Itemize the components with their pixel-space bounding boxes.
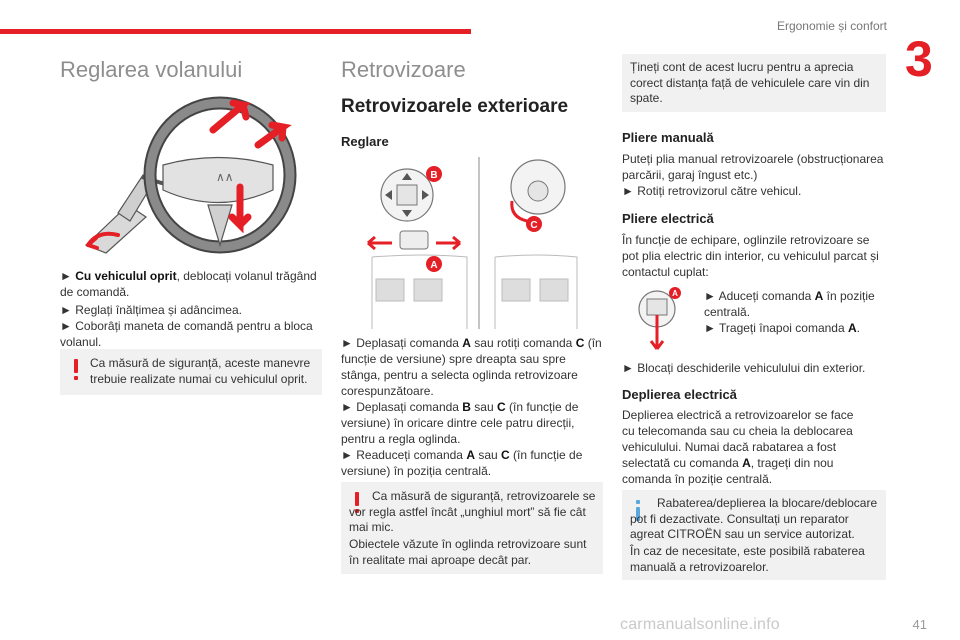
running-header: Ergonomie și confort [776, 19, 887, 33]
steering-warning-box [60, 349, 322, 395]
watermark: carmanualsonline.info [620, 616, 780, 633]
steering-step-1: ► Cu vehiculul oprit, deblocați volanul trăgând de comandă. [60, 269, 317, 299]
distance-note-text: Țineți cont de acest lucru pentru a aprecia corect distanța față de vehiculele care vin din spate. [630, 60, 870, 105]
electric-unfold-heading: Deplierea electrică [622, 387, 737, 402]
warning-icon [72, 359, 80, 380]
steering-wheel-illustration [68, 95, 318, 255]
exterior-mirrors-subtitle: Retrovizoarele exterioare [341, 96, 569, 117]
label-c-marker [526, 216, 542, 232]
mirror-warning-text-1: Ca măsură de siguranță, retrovizoarele se vor regla astfel încât „unghiul mort” să fie cât mai mic. [349, 489, 596, 534]
mirrors-title: Retrovizoare [341, 57, 466, 82]
manual-fold-step: ► Rotiți retrovizorul către vehicul. [622, 184, 802, 198]
control-b-joystick [381, 169, 433, 221]
mirror-step-3: ► Readuceți comanda A sau C (în funcție de versiune) în poziția centrală. [341, 448, 583, 478]
manual-fold-heading: Pliere manuală [622, 130, 714, 145]
svg-text:C: C [530, 220, 538, 231]
info-text-2: În caz de necesitate, este posibilă rabaterea manuală a retrovizoarelor. [630, 544, 865, 574]
electric-fold-step-2: ► Trageți înapoi comanda A. [704, 321, 860, 335]
label-b-marker [426, 166, 442, 182]
electric-fold-heading: Pliere electrică [622, 211, 714, 226]
svg-text:B: B [430, 170, 438, 181]
page-number: 41 [912, 617, 927, 632]
mirror-step-2: ► Deplasați comanda B sau C (în funcție de versiune) în oricare dintre cele patru direcții, pentru a regla oglinda. [341, 400, 579, 446]
header-red-bar [0, 29, 471, 34]
mirror-control-illustration [362, 157, 587, 329]
steering-title: Reglarea volanului [60, 57, 243, 82]
steering-step-2: ► Reglați înălțimea și adâncimea. [60, 303, 242, 317]
mirror-warning-box [341, 482, 603, 574]
door-panel-left [372, 255, 467, 329]
control-c-knob [511, 160, 565, 221]
control-a-selector [368, 231, 460, 249]
electric-fold-step-1: ► Aduceți comanda A în poziție centrală. [704, 289, 875, 319]
svg-text:∧∧: ∧∧ [216, 170, 234, 184]
steering-step-3: ► Coborâți maneta de comandă pentru a bloca volanul. [60, 319, 313, 349]
electric-fold-text: În funcție de echipare, oglinzile retrovizoare se pot plia electric din interior, cu vehiculul parcat și contactul cuplat: [622, 233, 879, 279]
fold-control-a-icon [634, 285, 684, 355]
svg-text:A: A [672, 289, 678, 298]
mirror-warning-text-2: Obiectele văzute în oglinda retrovizoare sunt în realitate mai aproape decât par. [349, 537, 587, 567]
info-text-1: Rabaterea/deplierea la blocare/deblocare pot fi dezactivate. Consultați un reparator agreat CITROËN sau un service autorizat. [630, 496, 878, 541]
lock-step: ► Blocați deschiderile vehiculului din exterior. [622, 361, 866, 375]
electric-unfold-text: Deplierea electrică a retrovizoarelor se face cu telecomanda sau cu cheia la deblocarea vehiculului. Numai dacă rabatarea a fost selectată cu comanda A, trageți din nou comanda în poziție centrală. [622, 408, 854, 486]
manual-fold-text: Puteți plia manual retrovizoarele (obstrucționarea parcării, garaj îngust etc.) [622, 152, 884, 182]
chapter-number: 3 [905, 31, 933, 87]
adjustment-heading: Reglare [341, 134, 389, 149]
info-box [622, 490, 886, 580]
steering-warning-text: Ca măsură de siguranță, aceste manevre trebuie realizate numai cu vehiculul oprit. [90, 356, 311, 386]
distance-note-box [622, 54, 886, 112]
svg-text:A: A [430, 260, 438, 271]
mirror-step-1: ► Deplasați comanda A sau rotiți comanda C (în funcție de versiune) spre dreapta sau spre stânga, pentru a selecta oglinda retrovizoare corespunzătoare. [341, 336, 602, 398]
door-panel-right [495, 255, 577, 329]
label-a-marker [426, 256, 442, 272]
